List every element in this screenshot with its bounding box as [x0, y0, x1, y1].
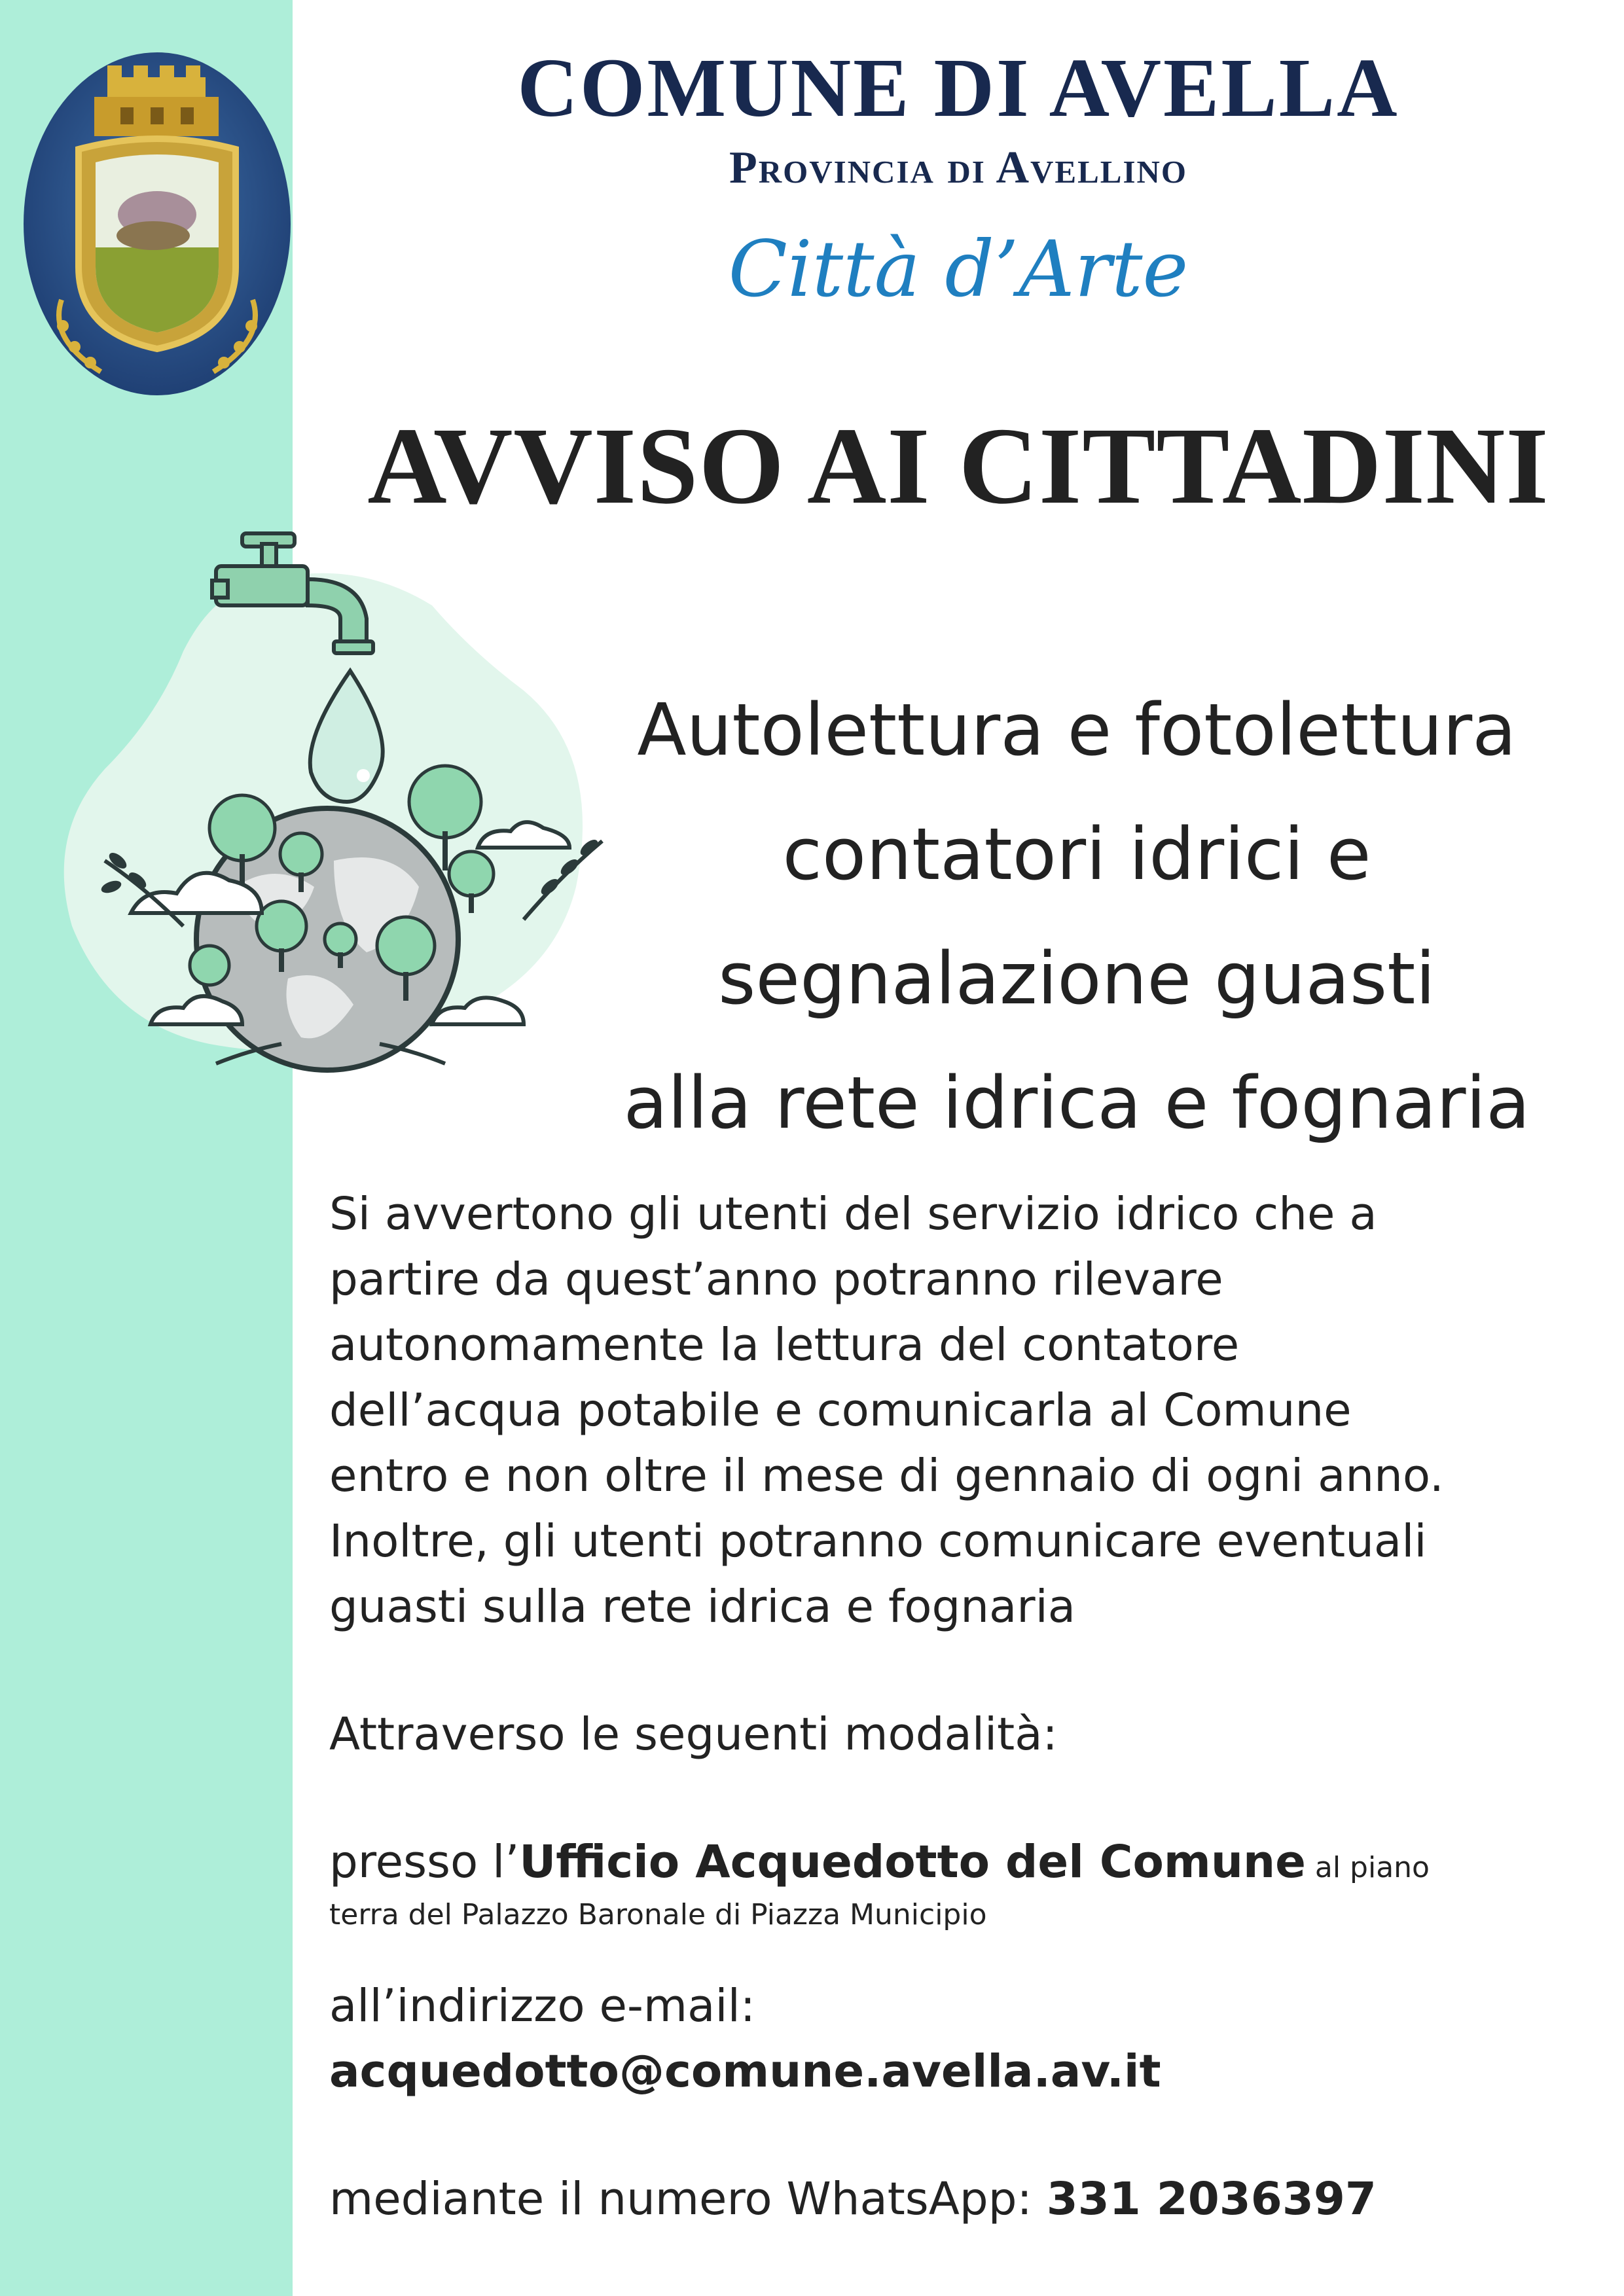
- body-line: entro e non oltre il mese di gennaio di ogni anno.: [329, 1450, 1444, 1502]
- subject-line-2: contatori idrici e: [782, 812, 1371, 896]
- modalities-intro: Attraverso le seguenti modalità:: [329, 1708, 1058, 1761]
- body-line: partire da quest’anno potranno rilevare: [329, 1253, 1223, 1306]
- whatsapp-label: mediante il numero WhatsApp:: [329, 2173, 1047, 2225]
- office-suffix: al piano: [1305, 1851, 1430, 1884]
- whatsapp-line: [329, 2173, 1377, 2225]
- office-name: Ufficio Acquedotto del Comune: [519, 1836, 1306, 1888]
- subject-line-1: Autolettura e fotolettura: [637, 688, 1517, 772]
- whatsapp-number-link[interactable]: 331 2036397: [1046, 2173, 1377, 2225]
- office-line: [329, 1836, 1430, 1888]
- subject-line-3: segnalazione guasti: [718, 937, 1435, 1020]
- municipality-title: COMUNE DI AVELLA: [517, 41, 1399, 134]
- office-prefix: presso l’: [329, 1836, 520, 1888]
- email-label: all’indirizzo e-mail:: [329, 1980, 755, 2032]
- body-line: dell’acqua potabile e comunicarla al Comune: [329, 1384, 1352, 1437]
- notice-title: AVVISO AI CITTADINI: [367, 405, 1549, 527]
- notice-subject: [550, 668, 1604, 1165]
- body-line: autonomamente la lettura del contatore: [329, 1319, 1240, 1371]
- email-address-link[interactable]: acquedotto@comune.avella.av.it: [329, 2045, 1161, 2098]
- municipality-header: [293, 41, 1624, 314]
- subject-line-4: alla rete idrica e fognaria: [623, 1061, 1530, 1145]
- coat-of-arms-emblem: [22, 51, 292, 397]
- body-line: Inoltre, gli utenti potranno comunicare eventuali: [329, 1515, 1427, 1568]
- notice-body: [329, 1181, 1606, 1640]
- office-address: terra del Palazzo Baronale di Piazza Municipio: [329, 1898, 987, 1931]
- city-tagline: Città d’Arte: [728, 224, 1189, 314]
- province-subtitle: Provincia di Avellino: [729, 143, 1188, 193]
- body-line: guasti sulla rete idrica e fognaria: [329, 1581, 1076, 1633]
- body-line: Si avvertono gli utenti del servizio idrico che a: [329, 1188, 1377, 1240]
